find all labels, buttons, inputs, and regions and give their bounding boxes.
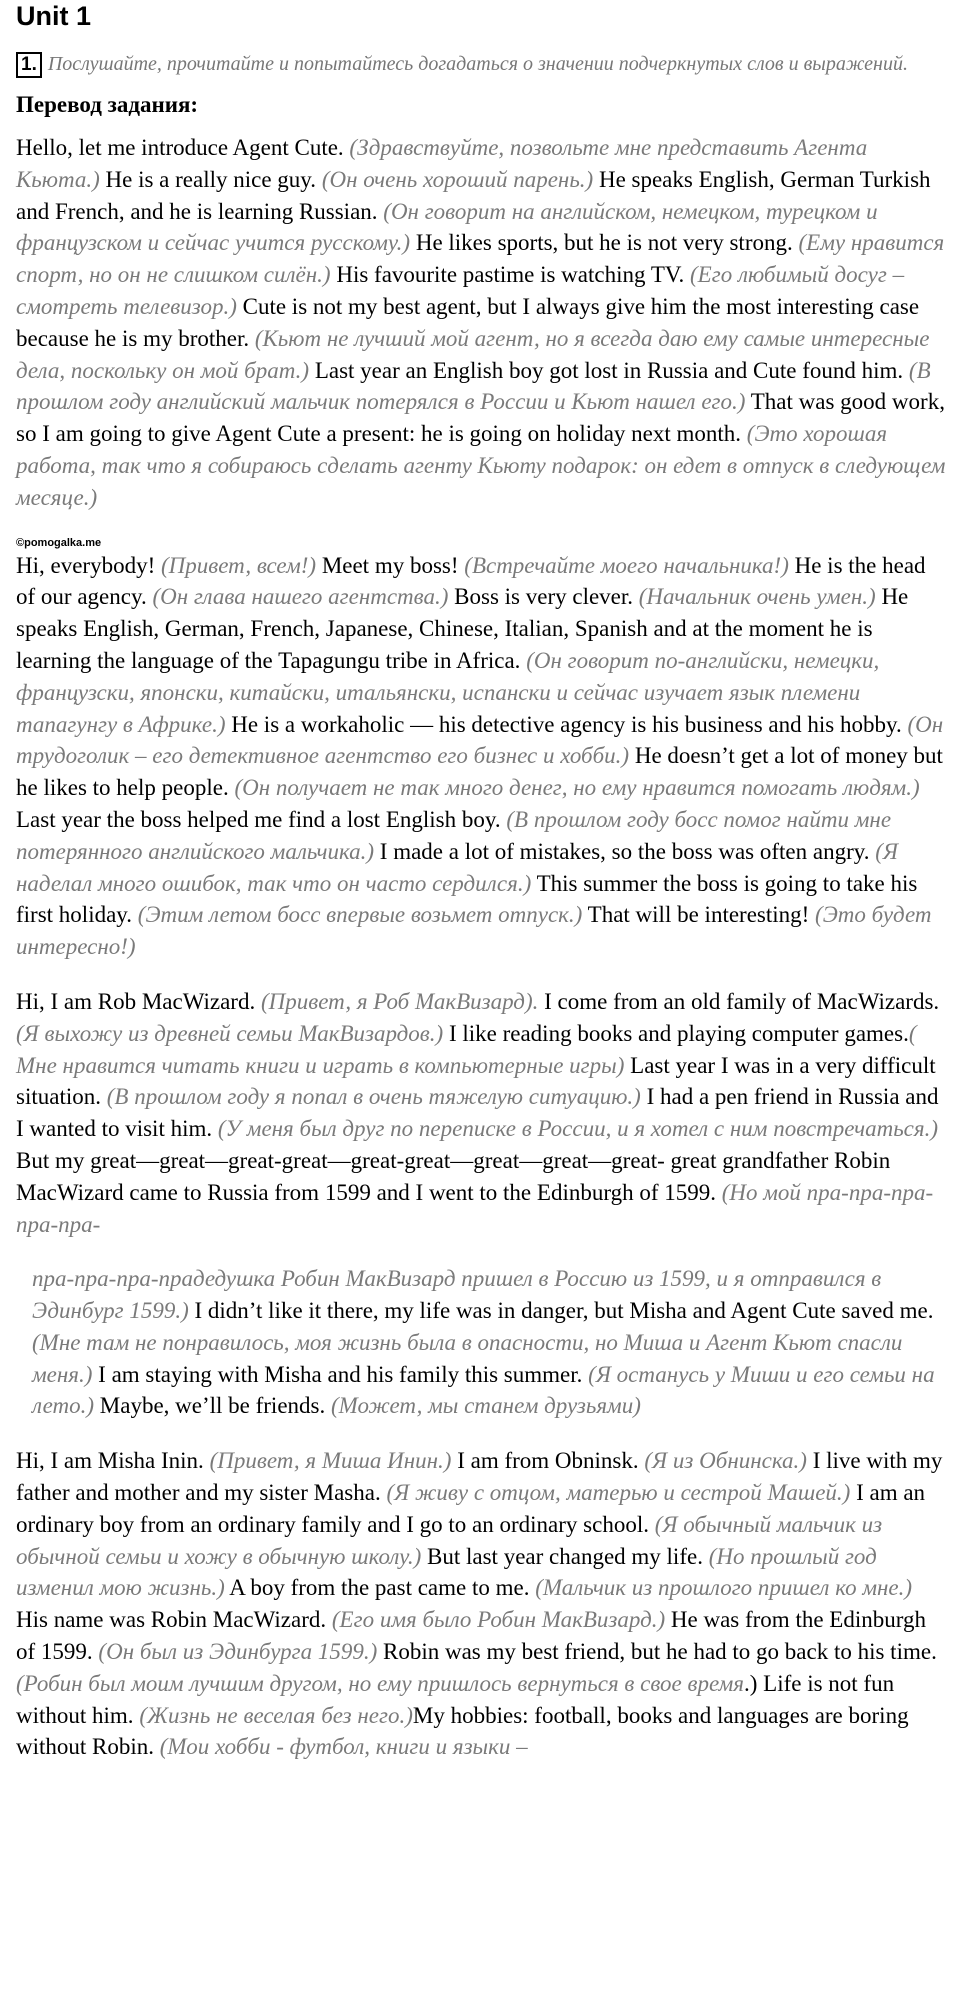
russian-translation: (Привет, я Миша Инин.) (209, 1448, 452, 1474)
russian-translation: (Я из Обнинска.) (644, 1448, 807, 1474)
english-text: That was good work, so I am going to give Agent Cute a present: he is going on holiday next month. (16, 389, 945, 447)
english-text: I had a pen friend in Russia and I wanted to visit him. (16, 1084, 939, 1142)
russian-translation: (Здравствуйте, позвольте мне представить Агента Кьюта.) (16, 135, 868, 192)
russian-translation: (Ему нравится спорт, но он не слишком силён.) (16, 230, 945, 288)
english-text: I like reading books and playing computer games. (443, 1020, 909, 1046)
russian-translation: (Он говорит по-английски, немецки, французски, японски, китайски, итальянски, испански и сейчас изучает язык племени тапагунгу в Африке.) (16, 647, 880, 737)
english-text: He is a really nice guy. (99, 166, 322, 192)
english-text: I made a lot of mistakes, so the boss was often angry. (374, 838, 876, 864)
paragraph-boss (16, 550, 946, 963)
task-instruction (16, 50, 946, 78)
english-text: He speaks English, German, French, Japanese, Chinese, Italian, Spanish and at the moment he is learning the language of the Tapagungu tribe in Africa. (16, 584, 909, 673)
russian-translation: (Привет, всем!) (161, 552, 317, 578)
russian-translation: (Я обычный мальчик из обычной семьи и хожу в обычную школу.) (16, 1511, 883, 1569)
translation-heading: Перевод задания: (16, 92, 199, 117)
russian-translation: (Он говорит на английском, немецком, турецком и французском и сейчас учится русскому.) (16, 198, 878, 256)
english-text: He is the head of our agency. (16, 552, 926, 610)
paragraph-rob-macwizard-continued (16, 1263, 946, 1422)
english-text: I didn’t like it there, my life was in danger, but Misha and Agent Cute saved me. (188, 1298, 934, 1324)
russian-translation: (Может, мы станем друзьями) (330, 1393, 641, 1419)
russian-translation: (В прошлом году английский мальчик потерялся в России и Кьют нашел его.) (16, 357, 931, 415)
english-text: He likes sports, but he is not very strong. (410, 230, 799, 256)
unit-title: Unit 1 (16, 1, 92, 31)
russian-translation: (Мне там не понравилось, моя жизнь была в опасности, но Миша и Агент Кьют спасли меня.) (32, 1329, 903, 1387)
paragraph-agent-cute (16, 132, 946, 514)
russian-translation: (Он получает не так много денег, но ему нравится помогать людям.) (234, 775, 920, 801)
english-text: That will be interesting! (582, 902, 816, 928)
russian-translation: (В прошлом году я попал в очень тяжелую ситуацию.) (106, 1084, 641, 1110)
russian-translation: (Привет, я Роб МакВизард). (260, 988, 539, 1014)
english-text: Hi, I am Misha Inin. (16, 1448, 210, 1474)
russian-translation: (Это будет интересно!) (16, 902, 932, 960)
english-text: My hobbies: football, books and languages are boring without Robin. (16, 1702, 909, 1760)
english-text: Maybe, we’ll be friends. (94, 1393, 331, 1419)
english-text: A boy from the past came to me. (224, 1575, 536, 1601)
english-text: Last year an English boy got lost in Russia and Cute found him. (309, 357, 909, 383)
task-number: 1. (16, 52, 42, 78)
task-text: Послушайте, прочитайте и попытайтесь догадаться о значении подчеркнутых слов и выражений. (47, 53, 908, 75)
russian-translation: (Робин был моим лучшим другом, но ему пришлось вернуться в свое время (16, 1670, 744, 1696)
russian-translation: (Его любимый досуг – смотреть телевизор.) (16, 262, 905, 319)
english-text: .) Life is not fun without him. (16, 1670, 895, 1728)
english-text: He doesn’t get a lot of money but he likes to help people. (16, 743, 943, 801)
english-text: He is a workaholic — his detective agency is his business and his hobby. (225, 711, 908, 737)
russian-translation: ( Мне нравится читать книги и играть в компьютерные игры) (16, 1020, 917, 1078)
russian-translation: (Он очень хороший парень.) (321, 166, 594, 192)
russian-translation: (Я живу с отцом, матерью и сестрой Машей.) (386, 1480, 851, 1506)
english-text: Hello, let me introduce Agent Cute. (16, 135, 350, 160)
english-text: But last year changed my life. (421, 1543, 709, 1569)
russian-translation: (Я наделал много ошибок, так что он часто сердился.) (16, 838, 899, 896)
english-text: Cute is not my best agent, but I always give him the most interesting case because he is my brother. (16, 293, 920, 351)
paragraph-misha-inin (16, 1445, 946, 1763)
russian-translation: (Встречайте моего начальника!) (464, 552, 789, 578)
english-text: Hi, I am Rob MacWizard. (16, 988, 261, 1014)
watermark: ©pomogalka.me (16, 536, 102, 549)
russian-translation: (Мои хобби - футбол, книги и языки – (159, 1734, 528, 1760)
russian-translation: (Это хорошая работа, так что я собираюсь сделать агенту Кьюту подарок: он едет в отпуск в следующем месяце.) (16, 421, 946, 510)
russian-translation: (Он глава нашего агентства.) (152, 584, 449, 610)
russian-translation: (Мальчик из прошлого пришел ко мне.) (535, 1575, 913, 1601)
russian-translation: (Его имя было Робин МакВизард.) (331, 1607, 666, 1633)
russian-translation: (Он был из Эдинбурга 1599.) (98, 1639, 378, 1665)
english-text: His favourite pastime is watching TV. (330, 262, 691, 288)
russian-translation: (Он трудоголик – его детективное агентство его бизнес и хобби.) (16, 711, 944, 769)
english-text: Robin was my best friend, but he had to go back to his time. (377, 1639, 937, 1665)
russian-translation: (Но прошлый год изменил мою жизнь.) (16, 1543, 877, 1601)
russian-translation: (Жизнь не веселая без него.) (139, 1702, 413, 1728)
english-text: Last year I was in a very difficult situation. (16, 1052, 936, 1110)
english-text: His name was Robin MacWizard. (16, 1607, 332, 1633)
english-text: I am staying with Misha and his family this summer. (92, 1361, 589, 1387)
russian-translation: (Этим летом босс впервые возьмет отпуск.) (137, 902, 583, 928)
english-text: Boss is very clever. (448, 584, 639, 610)
russian-translation: (У меня был друг по переписке в России, и я хотел с ним повстречаться.) (217, 1116, 938, 1142)
russian-translation: (В прошлом году босс помог найти мне потерянного английского мальчика.) (16, 806, 892, 864)
english-text: I live with my father and mother and my sister Masha. (16, 1448, 943, 1506)
paragraph-rob-macwizard (16, 986, 946, 1240)
english-text: Hi, everybody! (16, 552, 161, 578)
english-text: This summer the boss is going to take his first holiday. (16, 870, 918, 928)
english-text: I am from Obninsk. (451, 1448, 645, 1474)
russian-translation: пра-пра-пра-прадедушка Робин МакВизард пришел в Россию из 1599, и я отправился в Эдинбург 1599.) (32, 1266, 882, 1324)
russian-translation: (Начальник очень умен.) (638, 584, 876, 610)
english-text: He speaks English, German Turkish and French, and he is learning Russian. (16, 166, 931, 224)
english-text: He was from the Edinburgh of 1599. (16, 1607, 926, 1665)
english-text: But my great—great—great-great—great-great—great—great—great- great grandfather Robin MacWizard came to Russia from 1599 and I went to the Edinburgh of 1599. (16, 1147, 891, 1205)
english-text: Last year the boss helped me find a lost English boy. (16, 806, 507, 832)
english-text: Meet my boss! (316, 552, 465, 578)
russian-translation: (Я выхожу из древней семьи МакВизардов.) (16, 1020, 444, 1046)
english-text: I am an ordinary boy from an ordinary family and I go to an ordinary school. (16, 1480, 926, 1537)
english-text: I come from an old family of MacWizards. (538, 988, 940, 1014)
russian-translation: (Но мой пра-пра-пра-пра-пра- (16, 1179, 934, 1237)
russian-translation: (Я останусь у Миши и его семьи на лето.) (32, 1361, 935, 1419)
russian-translation: (Кьют не лучший мой агент, но я всегда даю ему самые интересные дела, поскольку он мой брат.) (16, 325, 930, 383)
